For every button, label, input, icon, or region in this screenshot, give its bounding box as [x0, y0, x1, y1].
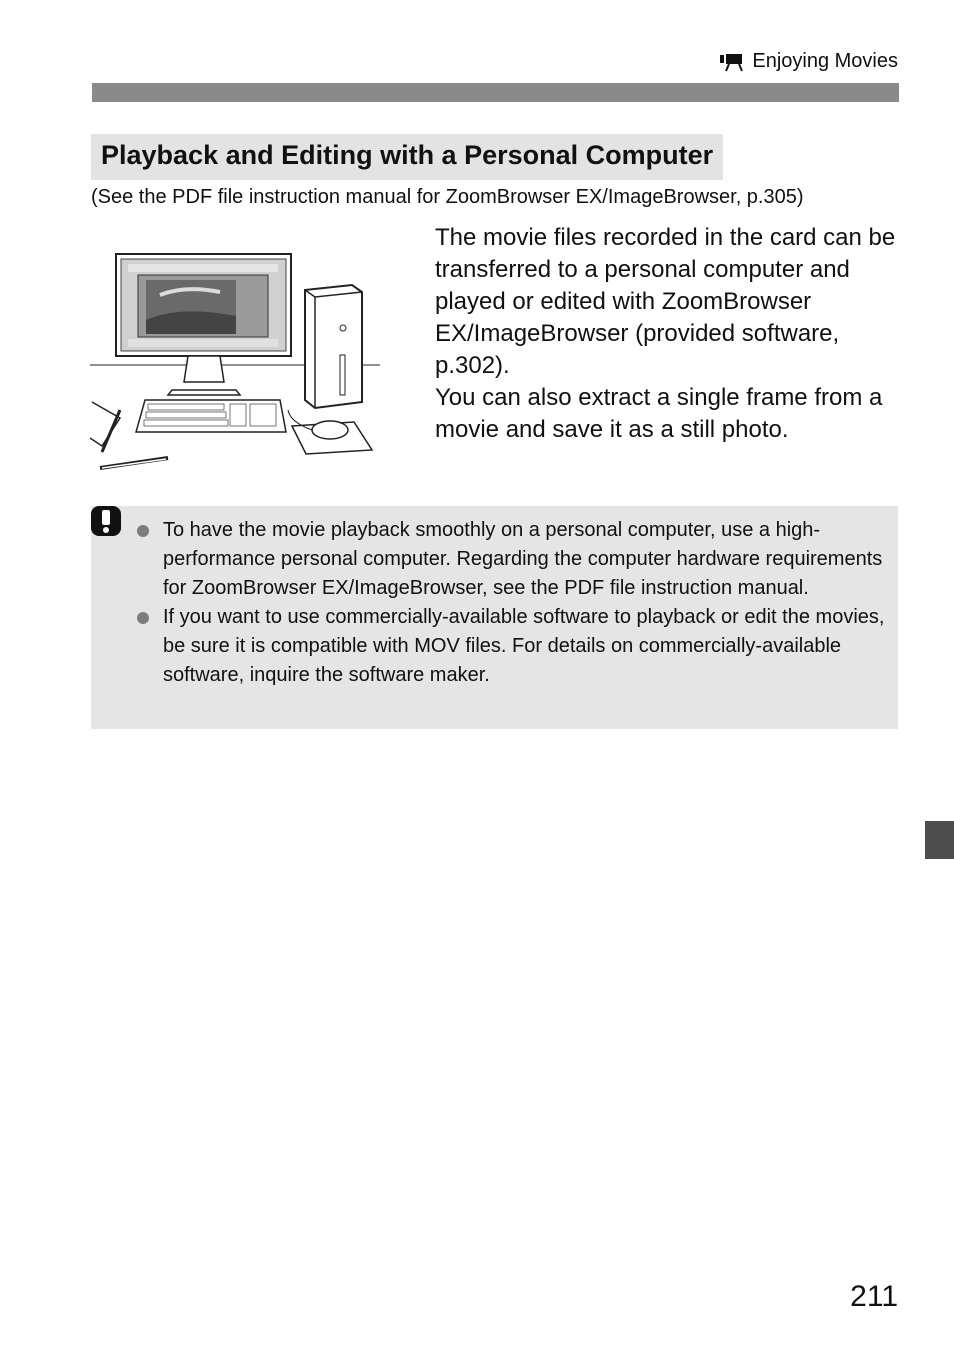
page-title: Playback and Editing with a Personal Computer [91, 134, 723, 180]
intro-paragraph-2: You can also extract a single frame from a movie and save it as a still photo. [435, 384, 883, 443]
bullet-icon [137, 612, 149, 624]
caution-box [91, 506, 898, 729]
header-section-label: Enjoying Movies [752, 50, 898, 72]
personal-computer-illustration [90, 250, 385, 480]
intro-text [435, 222, 905, 446]
mouse [312, 421, 348, 439]
caution-icon [91, 506, 121, 536]
intro-paragraph-1: The movie files recorded in the card can be transferred to a personal computer and played or edited with ZoomBrowser EX/ImageBrowser (provided software, p.302). [435, 224, 896, 379]
movie-camera-icon [720, 52, 744, 72]
computer-tower [305, 285, 362, 408]
page-number: 211 [850, 1280, 898, 1313]
list-item [135, 516, 885, 603]
chapter-thumb-tab [925, 821, 954, 859]
caution-item-text: To have the movie playback smoothly on a personal computer, use a high-performance personal computer. Regarding the computer hardware requirements for ZoomBrowser EX/ImageBrowser, see the PDF file instruction manual. [163, 519, 883, 599]
caution-item-text: If you want to use commercially-available software to playback or edit the movies, be sure it is compatible with MOV files. For details on commercially-available software, inquire the software maker. [163, 606, 885, 686]
reference-note: (See the PDF file instruction manual for ZoomBrowser EX/ImageBrowser, p.305) [91, 186, 804, 208]
keyboard [136, 400, 286, 432]
header-rule [92, 83, 899, 102]
bullet-icon [137, 525, 149, 537]
running-header [720, 50, 898, 73]
caution-list [135, 516, 885, 690]
list-item [135, 603, 885, 690]
